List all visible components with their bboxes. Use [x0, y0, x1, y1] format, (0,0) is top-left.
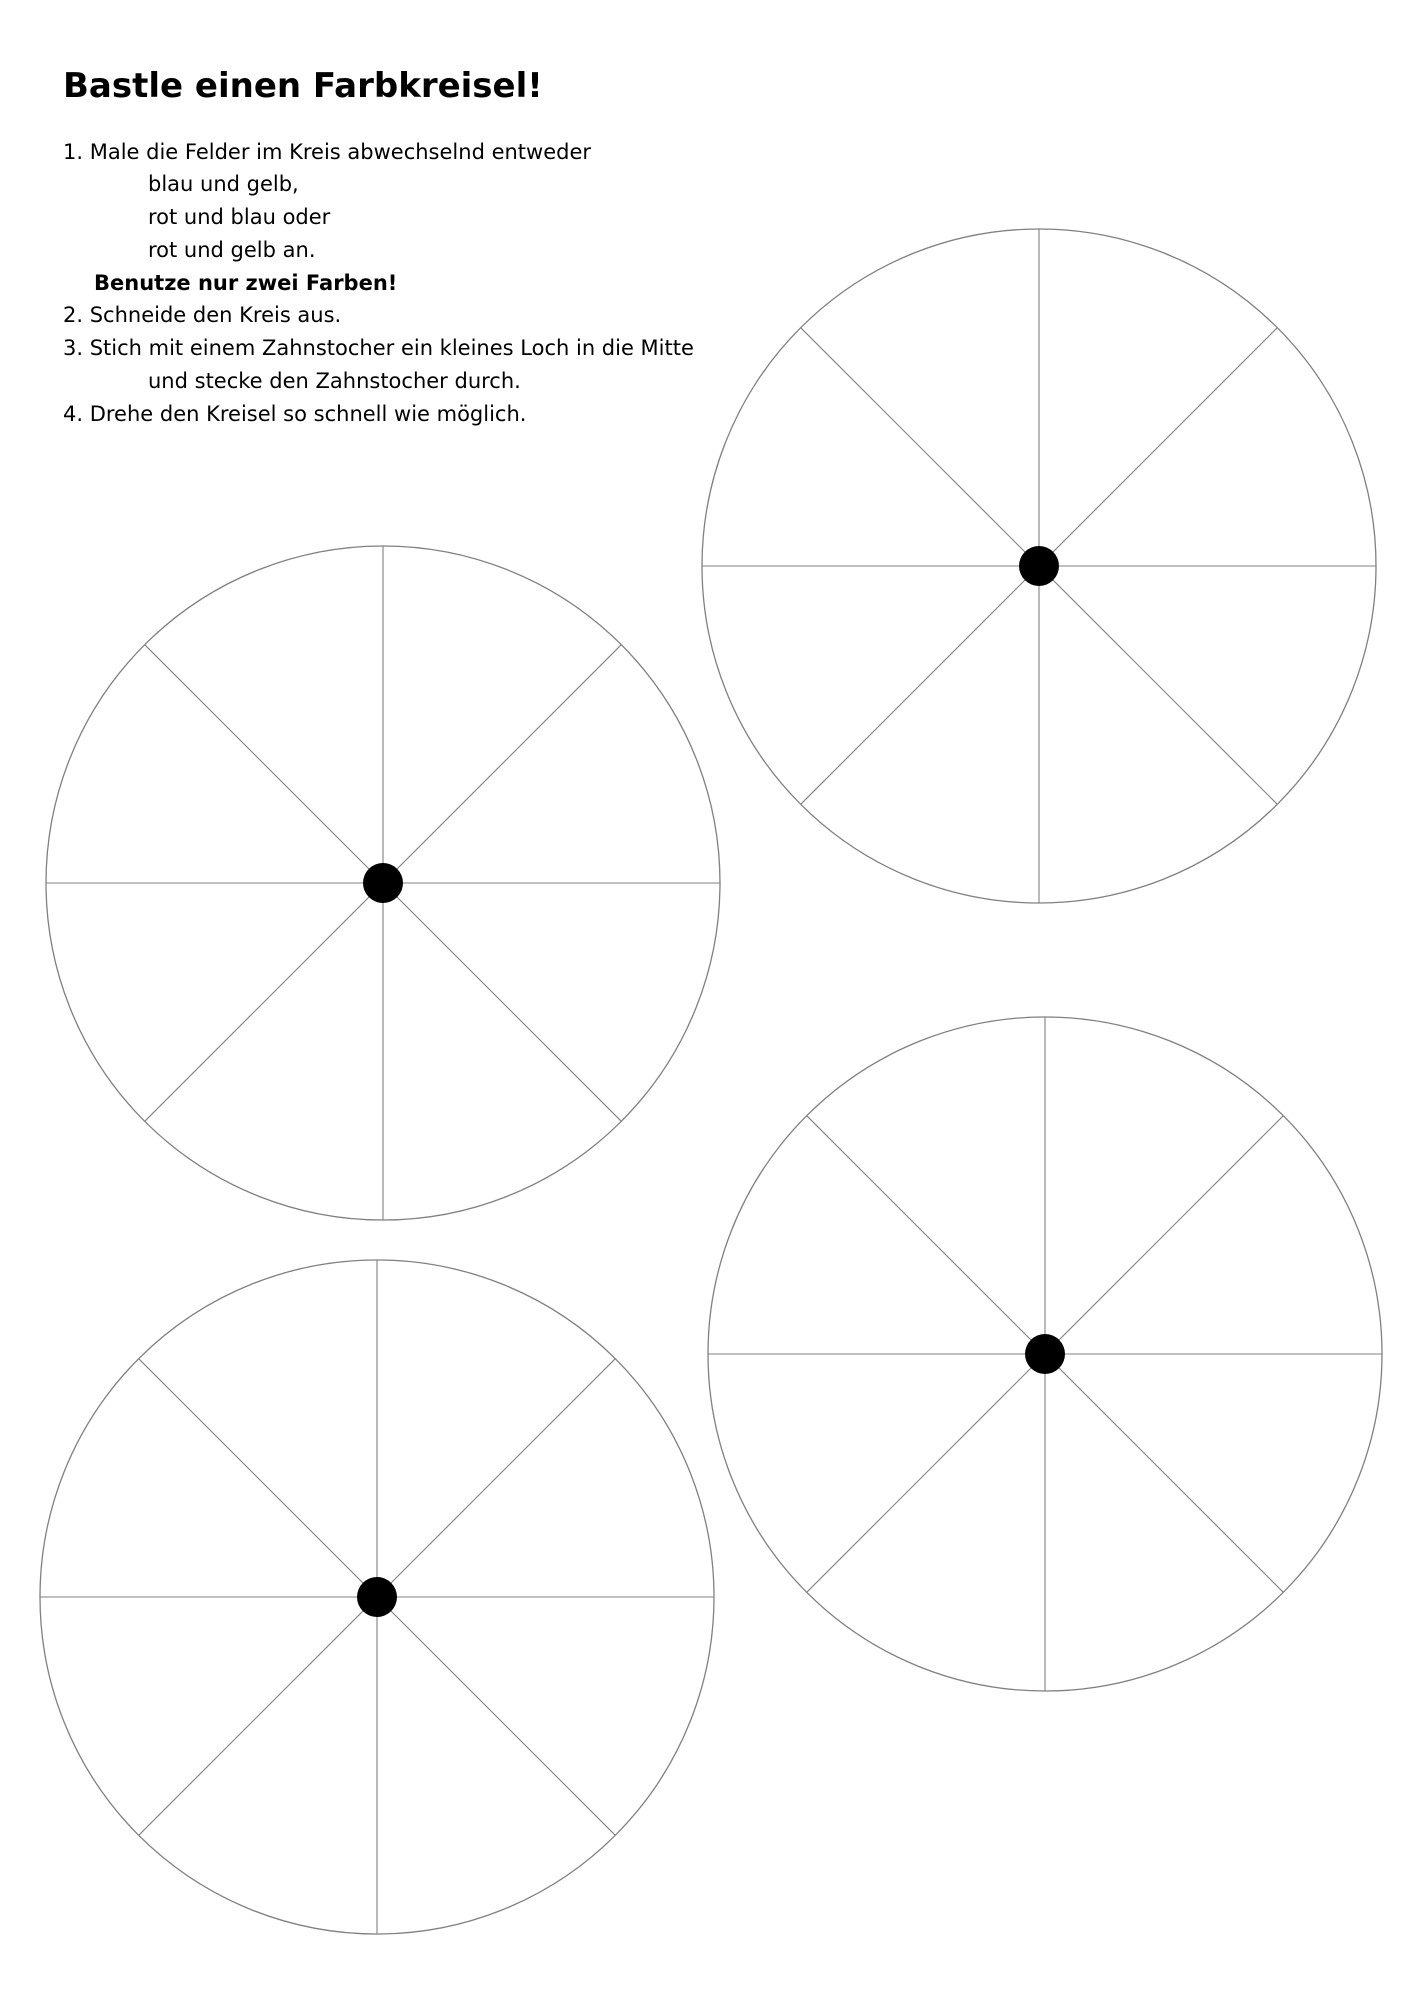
- instruction-step-3: 3. Stich mit einem Zahnstocher ein kleines Loch in die Mitte: [63, 336, 694, 360]
- color-wheel: [46, 546, 720, 1220]
- color-wheel: [40, 1260, 714, 1934]
- segment-divider: [801, 328, 1039, 566]
- instruction-step-1: 1. Male die Felder im Kreis abwechselnd entweder: [63, 140, 592, 164]
- center-hole-dot: [1019, 546, 1059, 586]
- segment-divider: [383, 645, 621, 883]
- segment-divider: [139, 1597, 377, 1835]
- worksheet-title: Bastle einen Farbkreisel!: [63, 66, 543, 106]
- center-hole-dot: [357, 1577, 397, 1617]
- segment-divider: [145, 883, 383, 1121]
- segment-divider: [807, 1116, 1045, 1354]
- segment-divider: [383, 883, 621, 1121]
- segment-divider: [377, 1597, 615, 1835]
- center-hole-dot: [363, 863, 403, 903]
- center-hole-dot: [1025, 1334, 1065, 1374]
- two-colors-note: Benutze nur zwei Farben!: [94, 271, 398, 295]
- segment-divider: [139, 1359, 377, 1597]
- segment-divider: [1039, 566, 1277, 804]
- color-wheel: [702, 229, 1376, 903]
- segment-divider: [145, 645, 383, 883]
- color-option-blue-yellow: blau und gelb,: [148, 172, 299, 196]
- segment-divider: [801, 566, 1039, 804]
- segment-divider: [1039, 328, 1277, 566]
- segment-divider: [807, 1354, 1045, 1592]
- instruction-step-2: 2. Schneide den Kreis aus.: [63, 303, 342, 327]
- instruction-step-4: 4. Drehe den Kreisel so schnell wie möglich.: [63, 402, 527, 426]
- color-wheel: [708, 1017, 1382, 1691]
- segment-divider: [1045, 1354, 1283, 1592]
- color-option-red-blue: rot und blau oder: [148, 205, 331, 229]
- color-option-red-yellow: rot und gelb an.: [148, 238, 316, 262]
- segment-divider: [1045, 1116, 1283, 1354]
- segment-divider: [377, 1359, 615, 1597]
- instruction-step-3-continued: und stecke den Zahnstocher durch.: [148, 369, 521, 393]
